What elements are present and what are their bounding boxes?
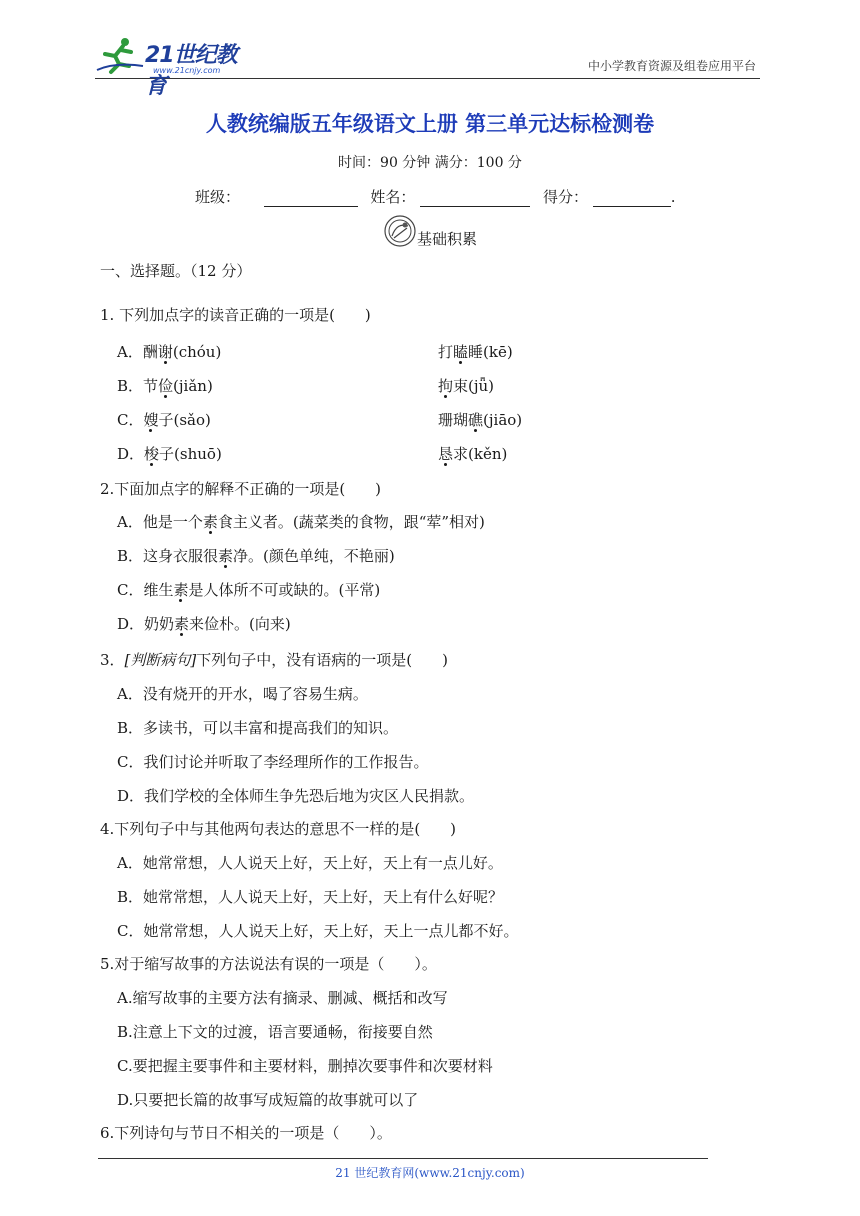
footer-text[interactable]: 21 世纪教育网(www.21cnjy.com) <box>335 1166 525 1180</box>
q4-stem: 4.下列句子中与其他两句表达的意思不一样的是( ) <box>100 820 457 838</box>
section-title: 基础积累 <box>417 230 478 248</box>
q4-option-a[interactable]: A．她常常想，人人说天上好，天上好，天上有一点儿好。 <box>117 854 503 872</box>
q2-option-d[interactable]: D．奶奶素来俭朴。(向来) <box>117 615 291 633</box>
q5-stem: 5.对于缩写故事的方法说法有误的一项是（ ）。 <box>100 955 437 973</box>
q5-option-d[interactable]: D.只要把长篇的故事写成短篇的故事就可以了 <box>117 1091 419 1109</box>
q3-option-a[interactable]: A．没有烧开的开水，喝了容易生病。 <box>117 685 368 703</box>
q3-option-b[interactable]: B．多读书，可以丰富和提高我们的知识。 <box>117 719 399 737</box>
page-header <box>95 32 760 99</box>
logo-url: www.21cnjy.com <box>153 66 221 75</box>
q2-option-b[interactable]: B．这身衣服很素净。(颜色单纯，不艳丽) <box>117 547 395 565</box>
q1-option-b2: 拘束(jǖ) <box>438 377 495 395</box>
q3-stem: 3．[判断病句]下列句子中，没有语病的一项是( ) <box>100 651 448 669</box>
exam-title: 人教统编版五年级语文上册 第三单元达标检测卷 <box>205 112 655 136</box>
q4-option-c[interactable]: C．她常常想，人人说天上好，天上好，天上一点儿都不好。 <box>117 922 519 940</box>
runner-logo-icon <box>95 36 147 76</box>
q5-option-c[interactable]: C.要把握主要事件和主要材料，删掉次要事件和次要材料 <box>117 1057 493 1075</box>
q1-option-a2: 打瞌睡(kē) <box>438 343 513 361</box>
part-heading: 一、选择题。（12 分） <box>100 262 252 280</box>
score-blank[interactable] <box>593 192 671 207</box>
q1-option-a[interactable]: A．酬谢(chóu) <box>117 343 222 361</box>
name-label: 姓名： <box>370 188 416 206</box>
q3-option-c[interactable]: C．我们讨论并听取了李经理所作的工作报告。 <box>117 753 429 771</box>
q5-option-a[interactable]: A.缩写故事的主要方法有摘录、删减、概括和改写 <box>117 989 448 1007</box>
q1-option-b[interactable]: B．节俭(jiǎn) <box>117 377 213 395</box>
q5-option-b[interactable]: B.注意上下文的过渡，语言要通畅，衔接要自然 <box>117 1023 433 1041</box>
q2-stem: 2.下面加点字的解释不正确的一项是( ) <box>100 480 382 498</box>
q1-option-d[interactable]: D．梭子(shuō) <box>117 445 222 463</box>
section-emblem-icon <box>383 214 417 248</box>
score-end: . <box>670 188 676 206</box>
class-blank[interactable] <box>264 192 358 207</box>
footer-divider <box>98 1158 708 1159</box>
q1-stem: 1. 下列加点字的读音正确的一项是( ) <box>100 306 371 324</box>
student-info-line <box>195 186 676 207</box>
q4-option-b[interactable]: B．她常常想，人人说天上好，天上好，天上有什么好呢？ <box>117 888 504 906</box>
q2-option-a[interactable]: A．他是一个素食主义者。(蔬菜类的食物，跟“荤”相对) <box>117 513 485 531</box>
score-label: 得分： <box>542 188 588 206</box>
class-label: 班级： <box>195 188 241 206</box>
q6-stem: 6.下列诗句与节日不相关的一项是（ ）。 <box>100 1124 392 1142</box>
q3-option-d[interactable]: D．我们学校的全体师生争先恐后地为灾区人民捐款。 <box>117 787 475 805</box>
q1-option-c2: 珊瑚礁(jiāo) <box>438 411 523 429</box>
q1-option-d2: 恳求(kěn) <box>438 445 508 463</box>
logo-text: 21世纪教育 <box>145 43 237 99</box>
site-logo[interactable] <box>95 36 255 99</box>
name-blank[interactable] <box>420 192 530 207</box>
q3-tag: [判断病句] <box>124 651 197 669</box>
time-info: 时间：90 分钟 满分：100 分 <box>338 155 522 171</box>
q2-option-c[interactable]: C．维生素是人体所不可或缺的。(平常) <box>117 581 381 599</box>
q1-option-c[interactable]: C．嫂子(sǎo) <box>117 411 211 429</box>
platform-label: 中小学教育资源及组卷应用平台 <box>587 59 756 73</box>
